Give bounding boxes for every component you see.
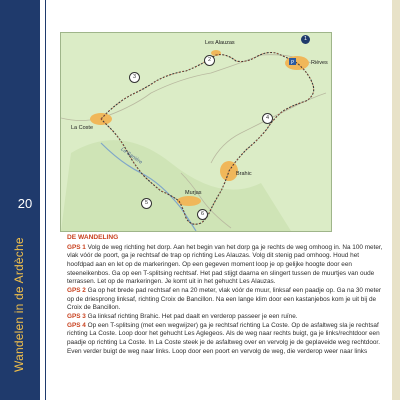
- section-heading: DE WANDELING: [67, 234, 119, 241]
- gps-step-4: [67, 322, 385, 357]
- label-la-coste: La Coste: [71, 125, 94, 131]
- label-rieves: Rièves: [311, 60, 328, 66]
- sidebar-divider: [40, 0, 45, 400]
- label-brahic: Brahic: [236, 171, 252, 177]
- page-number: 20: [17, 196, 33, 211]
- gps-marker-1: 1: [301, 35, 310, 44]
- page-edge: [392, 0, 400, 400]
- label-murjas: Murjas: [185, 190, 202, 196]
- gps-marker-4: 4: [262, 113, 273, 124]
- gps-marker-5: 5: [141, 198, 152, 209]
- map-graphic: [61, 33, 331, 231]
- gps-text: Ga op het brede pad rechtsaf en na 20 meter, vlak vóór de muur, linksaf een paadje op. Ga na 30 meter op de driesprong linksaf, richting Croix de Bancillon. Na een lange klim door een kastanjebos kom je uit bij de Croix de Bancillon.: [67, 286, 382, 312]
- gps-text: Op een T-splitsing (met een wegwijzer) ga je rechtsaf richting La Coste. Op de asfaltweg sla je rechtsaf richting La Coste. Loop door het gehucht Les Aglegeos. Als de weg naar rechts buigt, ga je links/rechtdoor een paadje op richting La Coste. In La Coste steek je de asfaltweg over en vervolg je de geplaveide weg rechtdoor. Even verder buigt de weg naar links. Loop door een poort en vervolg de weg, die verderop weer naar links: [67, 321, 380, 355]
- gps-tag: GPS 2: [67, 286, 86, 294]
- route-map: [60, 32, 332, 232]
- gps-text: Ga linksaf richting Brahic. Het pad daalt en verderop passeer je een ruïne.: [85, 312, 298, 320]
- label-les-alauzas: Les Alauzas: [205, 40, 235, 46]
- gps-step-1: [67, 244, 385, 287]
- label-river: La Ganière: [119, 146, 144, 166]
- parking-icon-letter: P: [290, 60, 295, 66]
- gps-tag: GPS 4: [67, 321, 86, 329]
- gps-tag: GPS 3: [67, 312, 86, 320]
- gps-marker-2: 2: [204, 55, 215, 66]
- gps-marker-3: 3: [129, 72, 140, 83]
- gps-step-3: [67, 313, 385, 322]
- book-title-vertical: Wandelen in de Ardèche: [12, 237, 26, 372]
- gps-step-2: [67, 287, 385, 313]
- walk-description: [67, 234, 385, 356]
- gps-text: Volg de weg richting het dorp. Aan het begin van het dorp ga je rechts de weg omhoog in. Na 100 meter, vlak vóór de poort, ga je rechtsaf de trap op richting Les Alauzas. Volg dit stenig pad omhoog. Houd het hoofdpad aan en let op de markeringen. Op een gegeven moment loop je op gelijke hoogte door een steeneikenbos. Ga op een T-splitsing rechtsaf. Het pad stijgt daarna en slingert tussen de muurtjes van oude terrassen. Let op de markeringen. Je komt uit in het gehucht Les Alauzas.: [67, 243, 383, 286]
- gps-tag: GPS 1: [67, 243, 86, 251]
- gps-marker-6: 6: [197, 209, 208, 220]
